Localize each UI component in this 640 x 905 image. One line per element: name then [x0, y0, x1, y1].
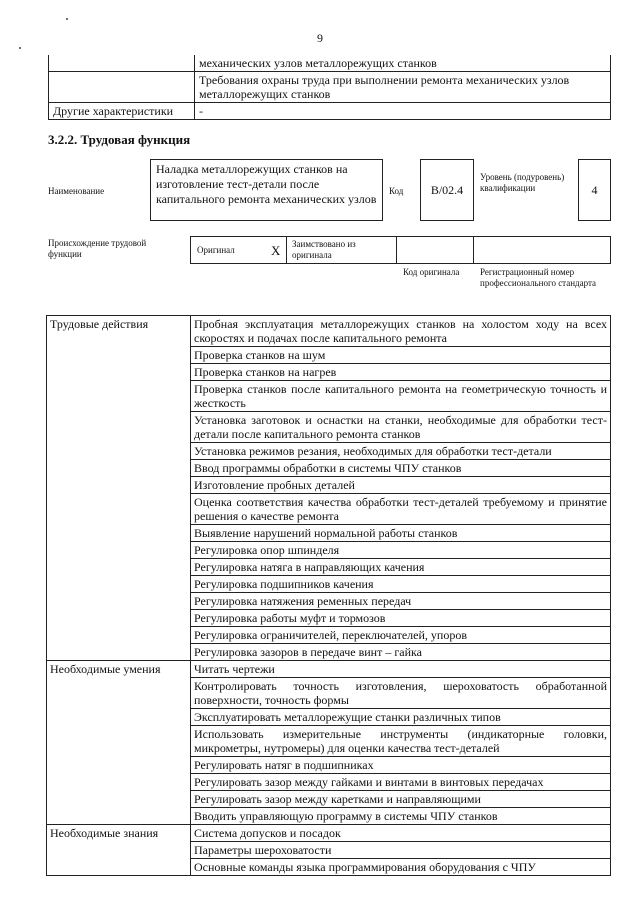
item-cell: Проверка станков на нагрев [191, 364, 611, 381]
item-cell: Регулировать зазор между гайками и винтами в винтовых передачах [191, 774, 611, 791]
top-table [48, 55, 611, 120]
scan-dot [19, 47, 21, 49]
main-table [46, 315, 611, 876]
origin-reg-cell [474, 236, 611, 264]
item-cell: Установка режимов резания, необходимых для обработки тест-детали [191, 443, 611, 460]
scan-dot [66, 18, 68, 20]
item-cell: Проверка станков на шум [191, 347, 611, 364]
item-cell: Система допусков и посадок [191, 825, 611, 842]
table-row [49, 55, 611, 72]
item-cell: Регулировка опор шпинделя [191, 542, 611, 559]
item-cell: Параметры шероховатости [191, 842, 611, 859]
item-cell: Контролировать точность изготовления, шероховатость обработанной поверхности, точность формы [191, 678, 611, 709]
item-cell: Вводить управляющую программу в системы ЧПУ станков [191, 808, 611, 825]
item-cell: Читать чертежи [191, 661, 611, 678]
origin-label: Происхождение трудовой функции [48, 238, 147, 259]
table-row [47, 661, 611, 678]
origin-code-cell [397, 236, 474, 264]
table-row [49, 72, 611, 103]
section-title: 3.2.2. Трудовая функция [48, 132, 191, 147]
table-cell-label: Другие характеристики [49, 103, 195, 120]
item-cell: Оценка соответствия качества обработки тест-деталей требуемому и принятие решения о качестве ремонта [191, 494, 611, 525]
item-cell: Регулировка зазоров в передаче винт – гайка [191, 644, 611, 661]
reg-number-label: Регистрационный номер профессионального стандарта [480, 267, 597, 288]
item-cell: Регулировка подшипников качения [191, 576, 611, 593]
table-cell-value: - [195, 103, 611, 120]
borrowed-label: Заимствовано из оригинала [292, 239, 356, 260]
table-row [47, 316, 611, 347]
table-cell-label [49, 55, 195, 72]
item-cell: Пробная эксплуатация металлорежущих станков на холостом ходу на всех скоростях и подачах после капитального ремонта [191, 316, 611, 347]
function-name-box: Наладка металлорежущих станков на изготовление тест-детали после капитального ремонта механических узлов [150, 159, 383, 221]
category-cell: Необходимые умения [47, 661, 191, 825]
table-cell-value: Требования охраны труда при выполнении ремонта механических узлов металлорежущих станков [195, 72, 611, 103]
item-cell: Регулировка натяга в направляющих качения [191, 559, 611, 576]
item-cell: Регулировка ограничителей, переключателей, упоров [191, 627, 611, 644]
original-mark: X [271, 243, 281, 258]
item-cell: Проверка станков после капитального ремонта на геометрическую точность и жесткость [191, 381, 611, 412]
item-cell: Регулировка работы муфт и тормозов [191, 610, 611, 627]
item-cell: Регулировка натяжения ременных передач [191, 593, 611, 610]
table-row [49, 103, 611, 120]
page-number: 9 [317, 31, 323, 45]
category-cell: Трудовые действия [47, 316, 191, 661]
item-cell: Использовать измерительные инструменты (индикаторные головки, микрометры, нутромеры) для оценки качества тест-деталей [191, 726, 611, 757]
table-row [47, 825, 611, 842]
item-cell: Регулировать натяг в подшипниках [191, 757, 611, 774]
function-code-box: В/02.4 [420, 159, 474, 221]
item-cell: Ввод программы обработки в системы ЧПУ станков [191, 460, 611, 477]
origin-borrowed-cell [287, 236, 397, 264]
category-cell: Необходимые знания [47, 825, 191, 876]
original-label: Оригинал [197, 245, 235, 255]
code-label: Код [389, 186, 404, 196]
item-cell: Регулировать зазор между каретками и направляющими [191, 791, 611, 808]
item-cell: Выявление нарушений нормальной работы станков [191, 525, 611, 542]
item-cell: Основные команды языка программирования оборудования с ЧПУ [191, 859, 611, 876]
table-cell-value: механических узлов металлорежущих станков [195, 55, 611, 72]
item-cell: Установка заготовок и оснастки на станки, необходимые для обработки тест-детали после капитального ремонта станков [191, 412, 611, 443]
qualification-level-box: 4 [578, 159, 611, 221]
table-cell-label [49, 72, 195, 103]
name-label: Наименование [48, 186, 105, 196]
code-original-label: Код оригинала [403, 267, 460, 277]
item-cell: Эксплуатировать металлорежущие станки различных типов [191, 709, 611, 726]
origin-original-cell [190, 236, 287, 264]
level-label: Уровень (подуровень) квалификации [480, 172, 565, 193]
item-cell: Изготовление пробных деталей [191, 477, 611, 494]
